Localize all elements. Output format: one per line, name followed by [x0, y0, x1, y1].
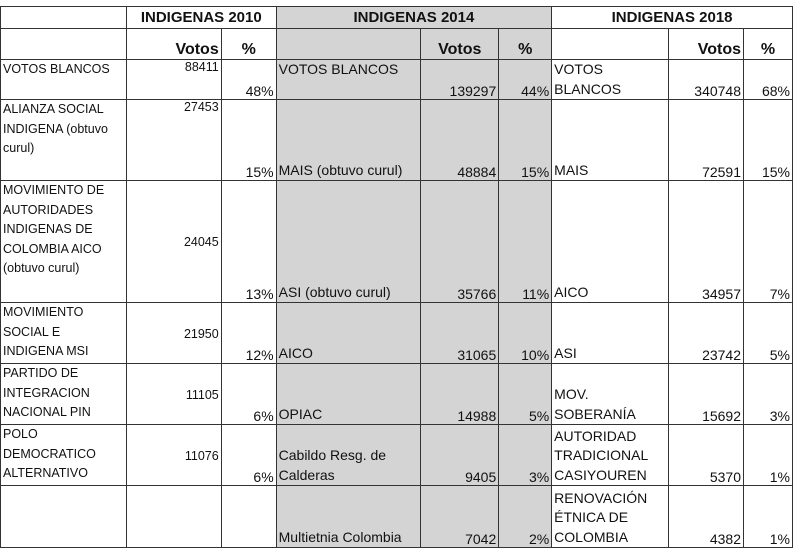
votes-2014: 35766	[421, 181, 499, 303]
party-2018: AICO	[552, 181, 669, 303]
pct-2018: 5%	[744, 303, 793, 364]
votes-2014: 14988	[421, 364, 499, 425]
pct-2018: 1%	[744, 425, 793, 486]
table-row	[1, 303, 793, 364]
votes-2018: 34957	[669, 181, 744, 303]
pct-2014: 44%	[499, 60, 552, 100]
party-2018: VOTOS BLANCOS	[552, 60, 669, 100]
party-2010: MOVIMIENTO DE AUTORIDADES INDIGENAS DE COLOMBIA AICO (obtuvo curul)	[1, 181, 127, 303]
votes-2014: 31065	[421, 303, 499, 364]
results-table	[0, 6, 793, 548]
pct-2018: 68%	[744, 60, 793, 100]
table-row	[1, 181, 793, 303]
party-2014: ASI (obtuvo curul)	[276, 181, 421, 303]
pct-2014: 2%	[499, 486, 552, 548]
header-2014: INDIGENAS 2014	[276, 7, 552, 29]
year-header-row	[1, 7, 793, 29]
header-2018: INDIGENAS 2018	[552, 7, 793, 29]
pct-2010: 15%	[221, 100, 276, 181]
votes-2010: 24045	[126, 181, 221, 303]
votes-2018: 5370	[669, 425, 744, 486]
votes-2014: 139297	[421, 60, 499, 100]
votes-2014: 9405	[421, 425, 499, 486]
pct-header-2010: %	[221, 29, 276, 60]
votes-2010: 88411	[126, 60, 221, 100]
party-2010: VOTOS BLANCOS	[1, 60, 127, 100]
party-2018: MOV. SOBERANÍA	[552, 364, 669, 425]
votos-header-2018: Votos	[669, 29, 744, 60]
pct-2014: 3%	[499, 425, 552, 486]
votes-2018: 15692	[669, 364, 744, 425]
pct-2014: 11%	[499, 181, 552, 303]
votes-2010	[126, 486, 221, 548]
party-2010	[1, 486, 127, 548]
votes-2010: 27453	[126, 100, 221, 181]
table-row	[1, 100, 793, 181]
votes-2018: 72591	[669, 100, 744, 181]
votes-2018: 4382	[669, 486, 744, 548]
votes-2014: 7042	[421, 486, 499, 548]
party-2014: OPIAC	[276, 364, 421, 425]
votes-2018: 23742	[669, 303, 744, 364]
table-row	[1, 425, 793, 486]
party-2014: Cabildo Resg. de Calderas	[276, 425, 421, 486]
empty-subheader-cell	[1, 29, 127, 60]
pct-header-2018: %	[744, 29, 793, 60]
votes-2018: 340748	[669, 60, 744, 100]
party-2010: POLO DEMOCRATICO ALTERNATIVO	[1, 425, 127, 486]
pct-2018: 1%	[744, 486, 793, 548]
pct-2018: 15%	[744, 100, 793, 181]
table-row	[1, 486, 793, 548]
pct-2014: 5%	[499, 364, 552, 425]
party-2010: ALIANZA SOCIAL INDIGENA (obtuvo curul)	[1, 100, 127, 181]
party-2014: AICO	[276, 303, 421, 364]
pct-2010: 13%	[221, 181, 276, 303]
pct-2018: 3%	[744, 364, 793, 425]
votes-2010: 21950	[126, 303, 221, 364]
votes-2010: 11105	[126, 364, 221, 425]
party-2010: PARTIDO DE INTEGRACION NACIONAL PIN	[1, 364, 127, 425]
empty-subheader-2018	[552, 29, 669, 60]
pct-2010: 6%	[221, 425, 276, 486]
column-header-row	[1, 29, 793, 60]
pct-2010: 12%	[221, 303, 276, 364]
pct-2010	[221, 486, 276, 548]
table-row	[1, 364, 793, 425]
votes-2014: 48884	[421, 100, 499, 181]
pct-2010: 48%	[221, 60, 276, 100]
empty-subheader-2014	[276, 29, 421, 60]
header-2010: INDIGENAS 2010	[126, 7, 276, 29]
votos-header-2014: Votos	[421, 29, 499, 60]
party-2018: AUTORIDAD TRADICIONAL CASIYOUREN	[552, 425, 669, 486]
pct-2014: 10%	[499, 303, 552, 364]
votos-header-2010: Votos	[126, 29, 221, 60]
pct-2010: 6%	[221, 364, 276, 425]
empty-header-cell	[1, 7, 127, 29]
pct-2018: 7%	[744, 181, 793, 303]
party-2018: RENOVACIÓN ÉTNICA DE COLOMBIA	[552, 486, 669, 548]
party-2014: VOTOS BLANCOS	[276, 60, 421, 100]
votes-2010: 11076	[126, 425, 221, 486]
table-row	[1, 60, 793, 100]
party-2018: MAIS	[552, 100, 669, 181]
party-2014: MAIS (obtuvo curul)	[276, 100, 421, 181]
party-2014: Multietnia Colombia	[276, 486, 421, 548]
pct-2014: 15%	[499, 100, 552, 181]
party-2010: MOVIMIENTO SOCIAL E INDIGENA MSI	[1, 303, 127, 364]
pct-header-2014: %	[499, 29, 552, 60]
party-2018: ASI	[552, 303, 669, 364]
